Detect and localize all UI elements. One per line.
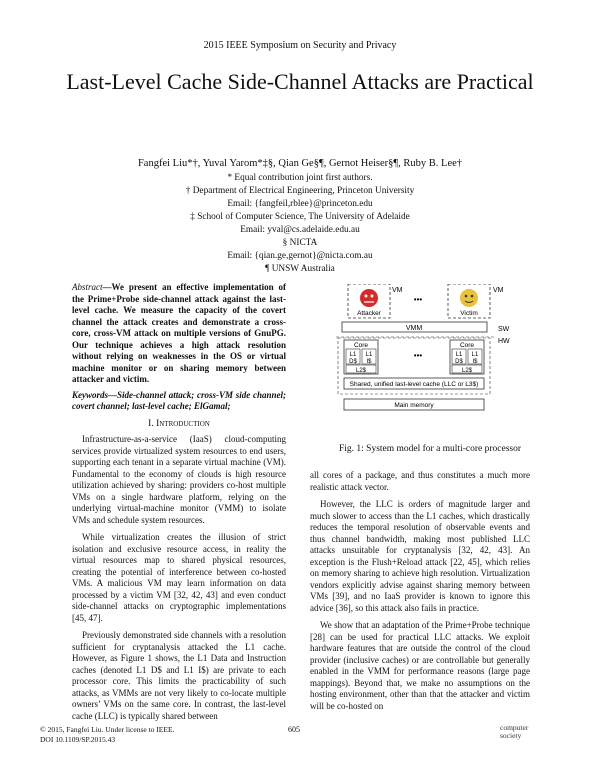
section-heading: I. Introduction (148, 418, 210, 429)
keywords-text: —Side-channel attack; cross-VM side channel; covert channel; last-level cache; ElGamal; (72, 389, 286, 411)
paragraph: Previously demonstrated side channels with a resolution sufficient for cryptanalysis attacked the L1 cache. However, as Figure 1 shows, the L1 Data and Instruction caches (denoted L1 D$ and L1 I$) are private to each processor core. This limits the practicability of such attacks, as VMMs are not very likely to co-locate multiple owners’ VMs on the same core. In contrast, the last-level cache (LLC) is typically shared between (72, 630, 286, 721)
conference-header: 2015 IEEE Symposium on Security and Privacy (203, 40, 397, 51)
victim-icon (460, 289, 478, 307)
paragraph: Infrastructure-as-a-service (IaaS) cloud-computing services provide virtualized system resources to end users, supporting each tenant in a separate virtual machine (VM). Fundamental to the economy of clouds is high resource utilization achieved by sharing: providers co-host multiple VMs on a single hardware platform, relying on the underlying virtual-machine monitor (VMM) to isolate VMs and schedule system resources. (72, 434, 286, 525)
paper-title: Last-Level Cache Side-Channel Attacks are Practical (66, 69, 534, 94)
hw-label: HW (498, 338, 510, 345)
author-list: Fangfei Liu*†, Yuval Yarom*‡§, Qian Ge§¶, Gernot Heiser§¶, Ruby B. Lee† (137, 158, 463, 169)
victim-label: Victim (460, 310, 478, 317)
victim-eye (465, 295, 468, 298)
core-label: Core (459, 342, 475, 349)
attacker-label: Attacker (357, 310, 381, 317)
affiliation-line: ‡ School of Computer Science, The University of Adelaide (190, 212, 410, 222)
l1-label: L1 (349, 352, 357, 358)
victim-eye (471, 295, 474, 298)
affiliation-line: † Department of Electrical Engineering, Princeton University (185, 186, 415, 196)
footer-copyright-block (40, 725, 174, 745)
paragraph: However, the LLC is orders of magnitude larger and much slower to access than the L1 caches, which drastically reduces the temporal resolution of observable events and thus channel bandwidth, making most published LLC attacks unsuitable for cryptanalysis [32, 42, 43]. An exception is the Flush+Reload attack [22, 45], which relies on memory sharing to achieve high resolution. Virtualization vendors explicitly advise against sharing memory between VMs [39], and no IaaS provider is known to ignore this advice [36], so this attack also fails in practice. (310, 499, 530, 613)
i-label: I$ (472, 359, 478, 365)
l2-label: L2$ (355, 368, 367, 374)
core-ellipsis: ••• (413, 351, 423, 360)
keywords-label: Keywords (72, 389, 108, 400)
computer-society-logo (500, 724, 528, 740)
d-label: D$ (455, 359, 463, 365)
main-memory-label: Main memory (394, 402, 434, 409)
l2-label: L2$ (461, 368, 473, 374)
abstract-label: Abstract (72, 282, 103, 292)
copyright-text: © 2015, Fangfei Liu. Under license to IEEE. (40, 725, 175, 734)
affiliation-email: Email: {qian.ge,gernot}@nicta.com.au (227, 251, 373, 261)
paragraph: all cores of a package, and thus constitutes a much more realistic attack vector. (310, 470, 530, 492)
d-label: D$ (349, 359, 357, 365)
right-column (310, 470, 530, 718)
figure-caption: Fig. 1: System model for a multi-core processor (338, 444, 522, 454)
logo-text: computer (500, 723, 529, 732)
vm-label: VM (392, 287, 403, 294)
paragraph: We show that an adaptation of the Prime+Probe technique [28] can be used for practical LLC attacks. We exploit hardware features that are outside the control of the cloud provider (inclusive caches) or are controllable but generally enabled in the VMM for performance reasons (large page mappings). Beyond that, we make no assumptions on the hosting environment, other than that the attacker and victim will be co-hosted on (310, 620, 530, 711)
vm-ellipsis: ••• (413, 295, 423, 304)
vmm-label: VMM (405, 325, 423, 332)
vm-label: VM (493, 287, 504, 294)
l1-label: L1 (455, 352, 463, 358)
abstract (72, 282, 286, 386)
system-model-figure (300, 284, 560, 444)
affiliation-line: * Equal contribution joint first authors. (227, 173, 373, 183)
l1-label: L1 (471, 352, 479, 358)
system-diagram (300, 284, 560, 444)
i-label: I$ (366, 359, 372, 365)
affiliation-line: ¶ UNSW Australia (265, 264, 335, 274)
doi-text: DOI 10.1109/SP.2015.43 (40, 735, 116, 744)
affiliation-line: § NICTA (282, 238, 318, 248)
l1-label: L1 (365, 352, 373, 358)
attacker-icon (360, 289, 378, 307)
attacker-eye (371, 295, 374, 298)
paragraph: While virtualization creates the illusion of strict isolation and exclusive resource access, in reality the virtual resources map to shared physical resources, creating the potential of interference between co-hosted VMs. A malicious VM may learn information on data processed by a victim VM [32, 42, 43] and even conduct side-channel attacks on cryptographic implementations [45, 47]. (72, 532, 286, 623)
affiliation-email: Email: {fangfeil,rblee}@princeton.edu (227, 199, 373, 209)
llc-label: Shared, unified last-level cache (LLC or L3$) (349, 381, 479, 388)
attacker-eye (365, 295, 368, 298)
affiliation-email: Email: yval@cs.adelaide.edu.au (240, 225, 360, 235)
core-label: Core (353, 342, 369, 349)
abstract-text: —We present an effective implementation of the Prime+Probe side-channel attack against the last-level cache. We measure the capacity of the covert channel the attack creates and demonstrate a cross-core, cross-VM attack on multiple versions of GnuPG. Our technique achieves a high attack resolution without relying on weaknesses in the OS or virtual machine monitor or on sharing memory between attacker and victim. (72, 282, 286, 384)
page-number: 605 (288, 725, 300, 734)
keywords (72, 390, 286, 413)
logo-text: society (500, 731, 522, 740)
left-column (72, 282, 286, 728)
sw-label: SW (498, 326, 510, 333)
